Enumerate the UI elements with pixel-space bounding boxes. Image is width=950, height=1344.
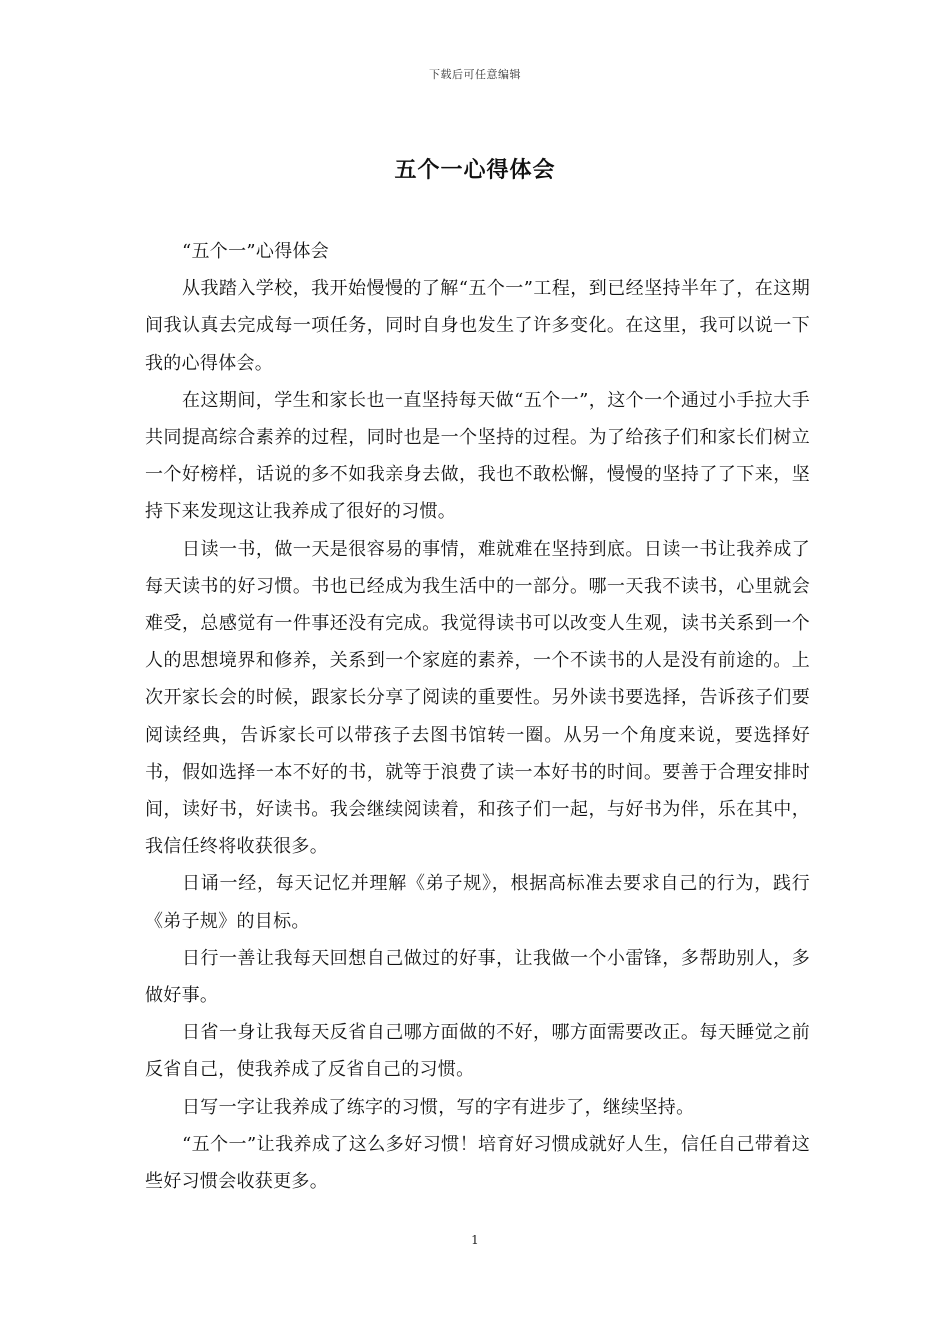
document-body — [145, 233, 810, 1200]
paragraph-daily-recitation: 日诵一经，每天记忆并理解《弟子规》，根据高标准去要求自己的行为，践行《弟子规》的目标。 — [145, 873, 810, 932]
paragraph-subtitle: “五个一”心得体会 — [182, 241, 330, 262]
paragraph-daily-writing: 日写一字让我养成了练字的习惯，写的字有进步了，继续坚持。 — [182, 1096, 695, 1118]
paragraph-conclusion: “五个一”让我养成了这么多好习惯！培育好习惯成就好人生，信任自己带着这些好习惯会收获更多。 — [145, 1133, 810, 1193]
paragraph-daily-reading: 日读一书，做一天是很容易的事情，难就难在坚持到底。日读一书让我养成了每天读书的好习惯。书也已经成为我生活中的一部分。哪一天我不读书，心里就会难受，总感觉有一件事还没有完成。我觉得读书可以改变人生观，读书关系到一个人的思想境界和修养，关系到一个家庭的素养，一个不读书的人是没有前途的。上次开家长会的时候，跟家长分享了阅读的重要性。另外读书要选择，告诉孩子们要阅读经典，告诉家长可以带孩子去图书馆转一圈。从另一个角度来说，要选择好书，假如选择一本不好的书，就等于浪费了读一本好书的时间。要善于合理安排时间，读好书，好读书。我会继续阅读着，和孩子们一起，与好书为伴，乐在其中，我信任终将收获很多。 — [145, 538, 810, 858]
page-header-note: 下载后可任意编辑 — [429, 68, 521, 81]
page-number: 1 — [471, 1233, 479, 1247]
paragraph-daily-reflection: 日省一身让我每天反省自己哪方面做的不好，哪方面需要改正。每天睡觉之前反省自己，使我养成了反省自己的习惯。 — [145, 1022, 810, 1081]
document-title: 五个一心得体会 — [394, 158, 556, 183]
paragraph-intro: 从我踏入学校，我开始慢慢的了解“五个一”工程，到已经坚持半年了，在这期间我认真去完成每一项任务，同时自身也发生了许多变化。在这里，我可以说一下我的心得体会。 — [145, 278, 810, 374]
paragraph-daily-good-deed: 日行一善让我每天回想自己做过的好事，让我做一个小雷锋，多帮助别人，多做好事。 — [145, 947, 810, 1007]
paragraph-persistence: 在这期间，学生和家长也一直坚持每天做“五个一”，这个一个通过小手拉大手共同提高综合素养的过程，同时也是一个坚持的过程。为了给孩子们和家长们树立一个好榜样，话说的多不如我亲身去做，我也不敢松懈，慢慢的坚持了了下来，坚持下来发现这让我养成了很好的习惯。 — [145, 389, 810, 523]
